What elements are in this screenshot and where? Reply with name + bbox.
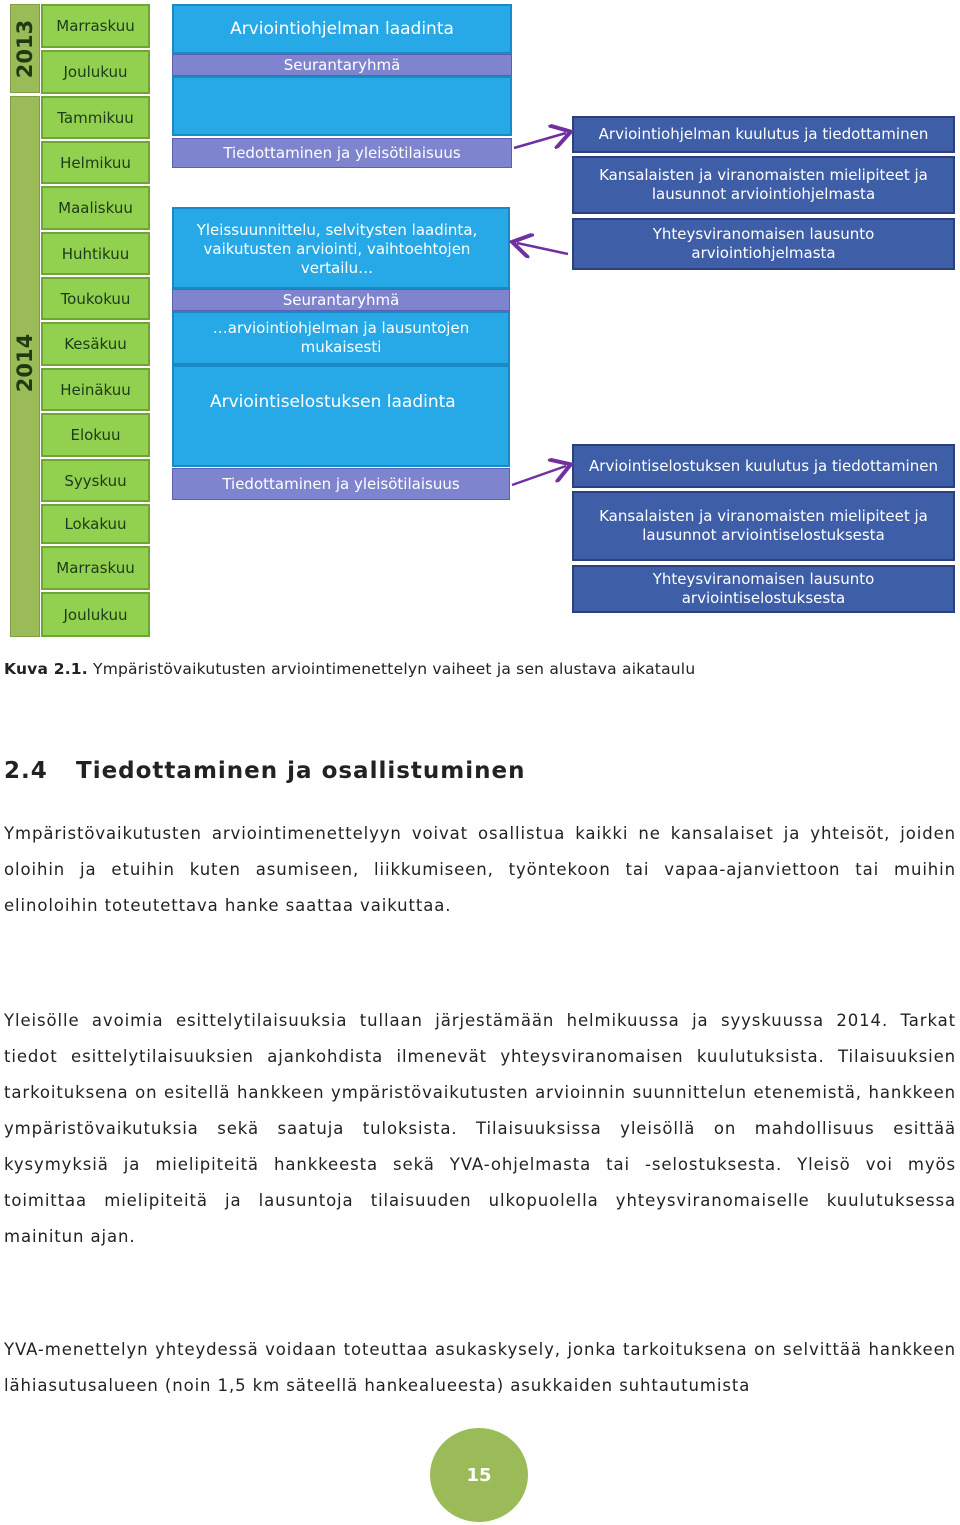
phase-yleissuunnittelu-text: Yleissuunnittelu, selvitysten laadinta, vaikutusten arviointi, vaihtoehtojen vertailu… xyxy=(196,221,478,277)
month-marraskuu-2014: Marraskuu xyxy=(41,546,150,590)
authority-selostuksen-mielipiteet: Kansalaisten ja viranomaisten mielipiteet ja lausunnot arviointiselostuksesta xyxy=(572,491,955,561)
authority-ohjelman-mielipiteet: Kansalaisten ja viranomaisten mielipiteet ja lausunnot arviointiohjelmasta xyxy=(572,156,955,214)
month-helmikuu: Helmikuu xyxy=(41,141,150,184)
authority-selostuksen-lausunto: Yhteysviranomaisen lausunto arviointiselostuksesta xyxy=(572,565,955,613)
arrow-from-ohjelman-lausunto xyxy=(517,243,568,254)
caption-text: Ympäristövaikutusten arviointimenettelyn vaiheet ja sen alustava aikataulu xyxy=(93,660,696,678)
page-number: 15 xyxy=(466,1464,492,1486)
section-number: 2.4 xyxy=(4,758,48,784)
phase-seurantaryhma-1: Seurantaryhmä xyxy=(172,54,512,76)
section-heading xyxy=(4,758,525,784)
month-kesakuu: Kesäkuu xyxy=(41,322,150,366)
month-lokakuu: Lokakuu xyxy=(41,504,150,544)
authority-ohjelman-kuulutus: Arviointiohjelman kuulutus ja tiedottaminen xyxy=(572,116,955,153)
month-toukokuu: Toukokuu xyxy=(41,277,150,320)
figure-caption xyxy=(4,660,695,678)
month-maaliskuu: Maaliskuu xyxy=(41,186,150,230)
month-marraskuu-2013: Marraskuu xyxy=(41,4,150,48)
year-label-2013: 2013 xyxy=(13,19,38,78)
arrows-layer xyxy=(0,0,960,645)
phase-arviointiselostuksen-laadinta: Arviointiselostuksen laadinta xyxy=(172,365,510,467)
paragraph-3: YVA-menettelyn yhteydessä voidaan toteuttaa asukaskysely, jonka tarkoituksena on selvittää hankkeen lähiasutusalueen (noin 1,5 km säteellä hankealueesta) asukkaiden suhtautumista xyxy=(4,1340,956,1395)
authority-selostuksen-kuulutus: Arviointiselostuksen kuulutus ja tiedottaminen xyxy=(572,444,955,488)
authority-ohjelman-lausunto: Yhteysviranomaisen lausunto arviointiohjelmasta xyxy=(572,218,955,270)
month-joulukuu-2013: Joulukuu xyxy=(41,50,150,94)
phase-tiedottaminen-1: Tiedottaminen ja yleisötilaisuus xyxy=(172,138,512,168)
month-syyskuu: Syyskuu xyxy=(41,459,150,502)
phase-tiedottaminen-2: Tiedottaminen ja yleisötilaisuus xyxy=(172,468,510,500)
month-heinakuu: Heinäkuu xyxy=(41,368,150,411)
year-label-2014: 2014 xyxy=(13,333,38,393)
arrow-to-ohjelman-kuulutus xyxy=(514,133,566,148)
phase-arviointiohjelman-mukaisesti: …arviointiohjelman ja lausuntojen mukaisesti xyxy=(172,311,510,365)
month-joulukuu-2014: Joulukuu xyxy=(41,592,150,637)
month-tammikuu: Tammikuu xyxy=(41,96,150,139)
month-elokuu: Elokuu xyxy=(41,413,150,457)
arrow-to-selostuksen-kuulutus xyxy=(512,466,566,485)
paragraph-1: Ympäristövaikutusten arviointimenettelyyn voivat osallistua kaikki ne kansalaiset ja yhteisöt, joiden oloihin ja etuihin kuten asumiseen, liikkumiseen, työntekoon tai vapaa-ajanviettoon tai muihin elinoloihin toteutettava hanke saattaa vaikuttaa. xyxy=(4,824,956,915)
month-huhtikuu: Huhtikuu xyxy=(41,232,150,275)
phase-seurantaryhma-2: Seurantaryhmä xyxy=(172,289,510,311)
page-number-badge xyxy=(430,1428,528,1522)
caption-label: Kuva 2.1. xyxy=(4,660,88,678)
section-title: Tiedottaminen ja osallistuminen xyxy=(76,758,526,784)
paragraph-2: Yleisölle avoimia esittelytilaisuuksia tullaan järjestämään helmikuussa ja syyskuussa 2014. Tarkat tiedot esittelytilaisuuksien ajankohdista ilmenevät yhteysviranomaisen kuulutuksista. Tilaisuuksien tarkoituksena on esitellä hankkeen ympäristövaikutusten arvioinnin suunnittelun etenemistä, hankkeen ympäristövaikutuksia sekä saatuja tuloksista. Tilaisuuksissa yleisöllä on mahdollisuus esittää kysymyksiä ja mielipiteitä hankkeesta sekä YVA-ohjelmasta tai -selostuksesta. Yleisö voi myös toimittaa mielipiteitä ja lausuntoja tilaisuuden ulkopuolella yhteysviranomaiselle kuulutuksessa mainitun ajan. xyxy=(4,1011,956,1246)
ymparistovaikutusten-arviointi-diagram xyxy=(0,0,960,645)
phase-arviointiohjelman-laadinta: Arviointiohjelman laadinta xyxy=(172,4,512,54)
